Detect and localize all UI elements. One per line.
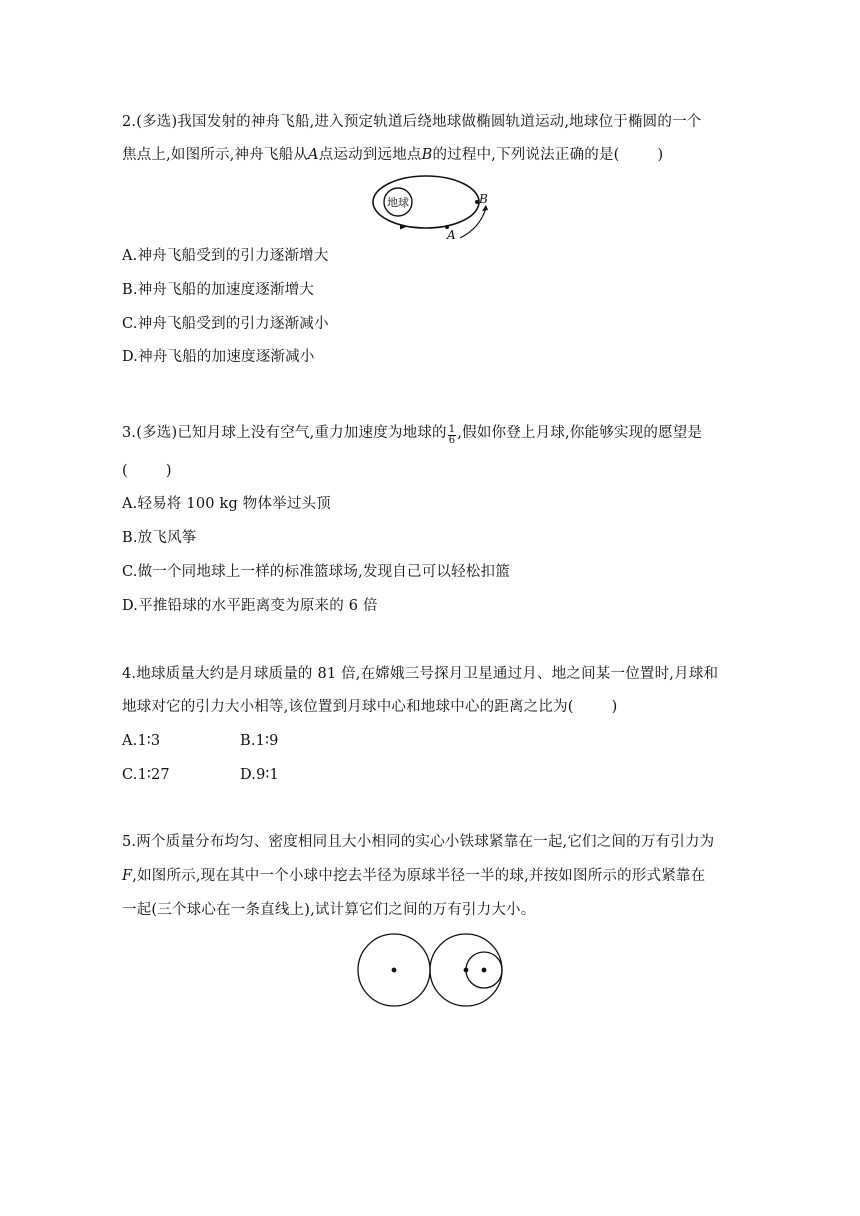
q2-stem-text-part: 点运动到远地点 <box>318 147 422 163</box>
force-symbol: F <box>122 868 133 884</box>
q4-options-row2 <box>122 765 279 785</box>
q2-option-d <box>122 347 315 367</box>
spheres-diagram <box>356 932 506 1010</box>
q2-option-c <box>122 314 329 334</box>
q2-stem-text-part: 焦点上,如图所示,神舟飞船从 <box>122 147 309 163</box>
q4-options-row1 <box>122 731 279 751</box>
option-text: B.神舟飞船的加速度逐渐增大 <box>122 282 315 298</box>
q5-stem-line1 <box>122 832 714 852</box>
q4-stem-text: 4.地球质量大约是月球质量的 81 倍,在嫦娥三号探月卫星通过月、地之间某一位置时,月球和 <box>122 666 719 682</box>
q2-stem-line1 <box>122 112 701 132</box>
q5-stem-line2 <box>122 866 705 886</box>
q4-stem-line1 <box>122 664 718 684</box>
option-text: D.神舟飞船的加速度逐渐减小 <box>122 349 315 365</box>
q3-stem-text-part: 3.(多选)已知月球上没有空气,重力加速度为地球的 <box>122 425 447 441</box>
q3-option-d <box>122 596 378 616</box>
q2-option-a <box>122 246 329 266</box>
fraction-denominator: 6 <box>448 435 456 446</box>
earth-label: 地球 <box>387 196 409 209</box>
fraction-numerator: 1 <box>448 424 456 435</box>
answer-paren-close: ) <box>611 699 618 715</box>
q2-option-b <box>122 280 314 300</box>
answer-paren-close: ) <box>657 147 664 163</box>
q3-stem-line1 <box>122 423 702 446</box>
answer-paren-close: ) <box>165 463 172 479</box>
option-text: C.神舟飞船受到的引力逐渐减小 <box>122 316 329 332</box>
answer-paren-open: ( <box>122 463 128 479</box>
q4-stem-text-part: 地球对它的引力大小相等,该位置到月球中心和地球中心的距离之比为( <box>122 699 574 715</box>
cavity-center <box>482 968 487 973</box>
q4-option-b: B.1∶9 <box>240 733 279 749</box>
option-text: C.做一个同地球上一样的标准篮球场,发现自己可以轻松扣篮 <box>122 564 510 580</box>
q5-stem-line3 <box>122 900 535 920</box>
point-a-label: A <box>308 147 319 163</box>
q5-stem-text: 5.两个质量分布均匀、密度相同且大小相同的实心小铁球紧靠在一起,它们之间的万有引力为 <box>122 834 715 850</box>
q3-stem-line2 <box>122 461 172 481</box>
q3-option-c <box>122 562 510 582</box>
q4-option-a: A.1∶3 <box>122 733 161 749</box>
point-b-label: B <box>421 147 433 163</box>
motion-arrow <box>460 208 486 238</box>
option-text: D.平推铅球的水平距离变为原来的 6 倍 <box>122 598 378 614</box>
figure-label-b: B <box>479 192 488 206</box>
hollowed-sphere-center <box>464 968 469 973</box>
q3-stem-text-part: ,假如你登上月球,你能够实现的愿望是 <box>457 425 703 441</box>
q2-stem-text-part: 的过程中,下列说法正确的是( <box>432 147 620 163</box>
orbit-diagram <box>368 172 498 242</box>
q4-option-c: C.1∶27 <box>122 767 170 783</box>
option-text: B.放飞风筝 <box>122 530 197 546</box>
option-text: A.神舟飞船受到的引力逐渐增大 <box>122 248 329 264</box>
q2-stem-text: 2.(多选)我国发射的神舟飞船,进入预定轨道后绕地球做椭圆轨道运动,地球位于椭圆的一个 <box>122 114 702 130</box>
figure-label-a: A <box>447 228 456 242</box>
q5-stem-text-part: ,如图所示,现在其中一个小球中挖去半径为原球半径一半的球,并按如图所示的形式紧靠在 <box>132 868 706 884</box>
q4-option-d: D.9∶1 <box>240 767 279 783</box>
q2-stem-line2 <box>122 145 663 165</box>
q4-stem-line2 <box>122 697 618 717</box>
q3-option-a <box>122 494 331 514</box>
fraction-one-sixth <box>448 425 457 446</box>
q3-option-b <box>122 528 196 548</box>
solid-sphere-center <box>392 968 397 973</box>
option-text: A.轻易将 100 kg 物体举过头顶 <box>122 496 331 512</box>
q5-stem-text-part: 一起(三个球心在一条直线上),试计算它们之间的万有引力大小。 <box>122 902 536 918</box>
